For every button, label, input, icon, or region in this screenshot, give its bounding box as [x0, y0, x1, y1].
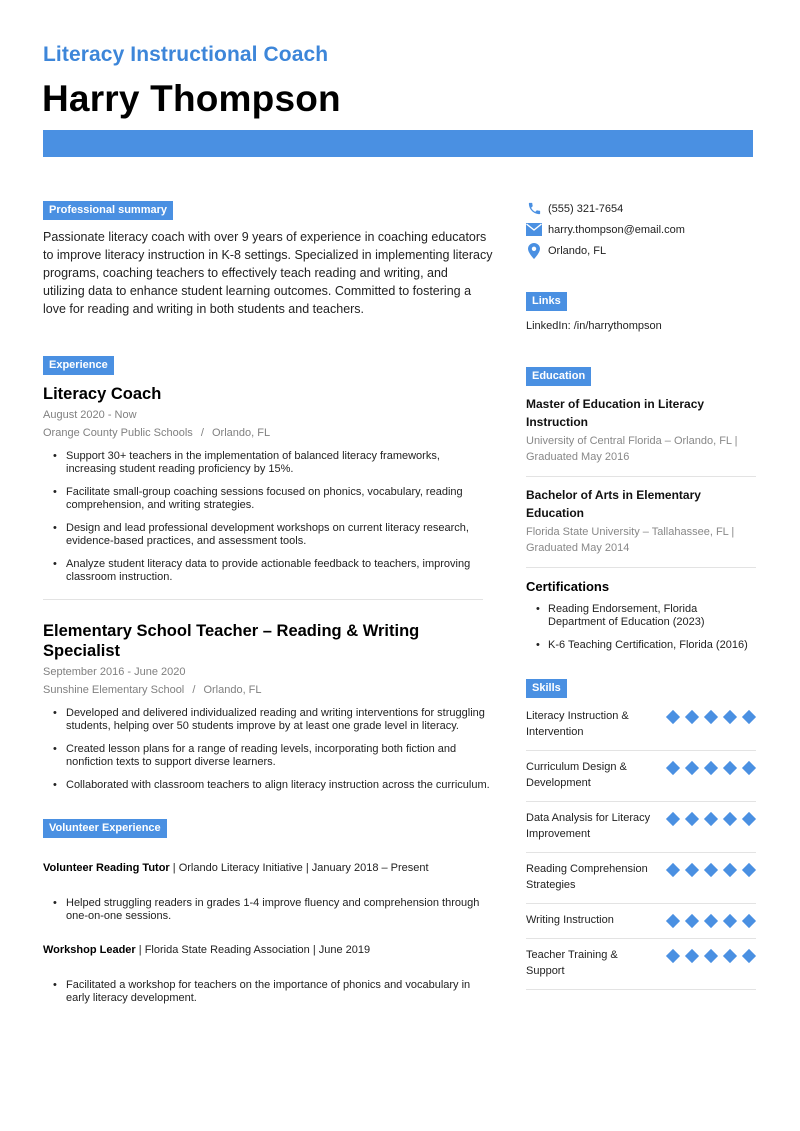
main-column	[43, 200, 493, 1015]
rating-diamond-icon	[704, 863, 718, 877]
skill-name: Teacher Training & Support	[526, 949, 618, 977]
education-entry	[526, 395, 756, 465]
summary-text: Passionate literacy coach with over 9 years of experience in coaching educators to improve literacy instruction in K-8 settings. Specialized in implementing literacy programs, coaching teachers to effectively teach reading and writing, and utilizing data to enhance student learning outcomes. Committed to fostering a love for reading and writing in both students and teachers.	[43, 230, 493, 316]
job-company-location	[43, 424, 493, 442]
rating-diamond-icon	[666, 863, 680, 877]
skill-rating	[666, 864, 756, 876]
email-text: harry.thompson@email.com	[548, 223, 685, 236]
envelope-icon	[526, 222, 542, 238]
linkedin-link[interactable]: LinkedIn: /in/harrythompson	[526, 320, 662, 332]
volunteer-details: | Orlando Literacy Initiative | January 2018 – Present	[169, 862, 429, 874]
skill-row	[526, 802, 756, 853]
rating-diamond-icon	[685, 812, 699, 826]
education-degree: Bachelor of Arts in Elementary Education	[526, 488, 701, 520]
skill-row	[526, 939, 756, 990]
job-company: Orange County Public Schools	[43, 427, 193, 439]
volunteer-section	[43, 818, 493, 1005]
section-heading-summary: Professional summary	[43, 201, 173, 220]
contact-email[interactable]	[526, 219, 756, 240]
education-section	[526, 366, 756, 568]
bullet-item: • Analyze student literacy data to provide actionable feedback to teachers, improving classroom instruction.	[43, 558, 493, 584]
education-meta: Florida State University – Tallahassee, FL | Graduated May 2014	[526, 526, 735, 554]
education-degree: Master of Education in Literacy Instruction	[526, 397, 705, 429]
job-dates: August 2020 - Now	[43, 409, 137, 421]
skills-section	[526, 678, 756, 990]
certification-item: • Reading Endorsement, Florida Department of Education (2023)	[526, 603, 756, 629]
bullet-item: • Developed and delivered individualized reading and writing interventions for struggling students, helping over 50 students improve by at least one grade level in literacy.	[43, 707, 493, 733]
phone-icon	[526, 201, 542, 217]
education-entry	[526, 486, 756, 556]
job-company: Sunshine Elementary School	[43, 684, 185, 696]
rating-diamond-icon	[742, 949, 756, 963]
rating-diamond-icon	[704, 812, 718, 826]
rating-diamond-icon	[742, 710, 756, 724]
summary-section	[43, 200, 493, 318]
job-title: Literacy Coach	[43, 385, 162, 403]
contact-section	[526, 198, 756, 261]
role-title: Literacy Instructional Coach	[43, 43, 329, 66]
skill-rating	[666, 915, 756, 927]
location-text: Orlando, FL	[548, 244, 607, 257]
education-meta: University of Central Florida – Orlando, FL | Graduated May 2016	[526, 435, 738, 463]
job-bullets	[43, 707, 493, 792]
volunteer-role: Volunteer Reading Tutor	[43, 862, 170, 874]
skill-rating	[666, 813, 756, 825]
rating-diamond-icon	[685, 914, 699, 928]
rating-diamond-icon	[685, 761, 699, 775]
rating-diamond-icon	[685, 863, 699, 877]
rating-diamond-icon	[685, 710, 699, 724]
job-entry	[43, 384, 493, 584]
rating-diamond-icon	[742, 812, 756, 826]
skill-rating	[666, 711, 756, 723]
section-heading-experience: Experience	[43, 356, 114, 375]
job-entry	[43, 621, 493, 792]
volunteer-bullets	[43, 897, 493, 923]
section-heading-skills: Skills	[526, 679, 567, 698]
rating-diamond-icon	[723, 914, 737, 928]
bullet-item: • Facilitated a workshop for teachers on the importance of phonics and vocabulary in early literacy development.	[43, 979, 493, 1005]
rating-diamond-icon	[666, 761, 680, 775]
divider	[43, 599, 483, 600]
skill-name: Writing Instruction	[526, 914, 614, 926]
skill-row	[526, 853, 756, 904]
certifications-list	[526, 603, 756, 652]
bullet-item: • Facilitate small-group coaching sessions focused on phonics, vocabulary, reading comprehension, and writing strategies.	[43, 486, 493, 512]
volunteer-entry-header	[43, 861, 493, 875]
phone-text: (555) 321-7654	[548, 202, 624, 215]
skill-row	[526, 751, 756, 802]
separator: /	[192, 684, 196, 696]
job-company-location	[43, 681, 493, 699]
divider	[526, 476, 756, 477]
rating-diamond-icon	[666, 710, 680, 724]
volunteer-role: Workshop Leader	[43, 944, 136, 956]
skill-name: Curriculum Design & Development	[526, 761, 627, 789]
rating-diamond-icon	[723, 812, 737, 826]
separator: /	[200, 427, 204, 439]
bullet-item: • Support 30+ teachers in the implementation of balanced literacy frameworks, increasing student reading proficiency by 15%.	[43, 450, 493, 476]
certification-item: • K-6 Teaching Certification, Florida (2016)	[526, 639, 756, 652]
contact-location	[526, 240, 756, 261]
rating-diamond-icon	[723, 863, 737, 877]
skill-name: Reading Comprehension Strategies	[526, 863, 648, 891]
skills-list	[526, 700, 756, 990]
rating-diamond-icon	[704, 949, 718, 963]
header-accent-bar	[43, 130, 753, 157]
rating-diamond-icon	[685, 949, 699, 963]
sidebar-column	[526, 200, 756, 990]
rating-diamond-icon	[742, 761, 756, 775]
job-title: Elementary School Teacher – Reading & Writing Specialist	[43, 622, 420, 660]
job-bullets	[43, 450, 493, 584]
skill-row	[526, 904, 756, 939]
rating-diamond-icon	[742, 914, 756, 928]
contact-phone[interactable]	[526, 198, 756, 219]
candidate-name: Harry Thompson	[42, 78, 341, 119]
rating-diamond-icon	[723, 949, 737, 963]
section-heading-certifications: Certifications	[526, 579, 610, 594]
section-heading-links: Links	[526, 292, 567, 311]
rating-diamond-icon	[666, 812, 680, 826]
volunteer-bullets	[43, 979, 493, 1005]
section-heading-education: Education	[526, 367, 591, 386]
rating-diamond-icon	[704, 710, 718, 724]
rating-diamond-icon	[723, 710, 737, 724]
skill-rating	[666, 762, 756, 774]
certifications-section	[526, 579, 756, 652]
rating-diamond-icon	[704, 914, 718, 928]
section-heading-volunteer: Volunteer Experience	[43, 819, 167, 838]
bullet-item: • Collaborated with classroom teachers to align literacy instruction across the curriculum.	[43, 779, 493, 792]
rating-diamond-icon	[666, 914, 680, 928]
volunteer-entry-header	[43, 943, 493, 957]
links-section	[526, 291, 756, 332]
skill-row	[526, 700, 756, 751]
bullet-item: • Created lesson plans for a range of reading levels, incorporating both fiction and nonfiction texts to support diverse learners.	[43, 743, 493, 769]
rating-diamond-icon	[704, 761, 718, 775]
rating-diamond-icon	[666, 949, 680, 963]
job-location: Orlando, FL	[203, 684, 262, 696]
map-pin-icon	[526, 243, 542, 259]
skill-name: Data Analysis for Literacy Improvement	[526, 812, 651, 840]
experience-section	[43, 355, 493, 792]
bullet-item: • Helped struggling readers in grades 1-4 improve fluency and comprehension through one-on-one sessions.	[43, 897, 493, 923]
bullet-item: • Design and lead professional development workshops on current literacy research, evidence-based practices, and assessment tools.	[43, 522, 493, 548]
rating-diamond-icon	[723, 761, 737, 775]
skill-name: Literacy Instruction & Intervention	[526, 710, 629, 738]
skill-rating	[666, 950, 756, 962]
rating-diamond-icon	[742, 863, 756, 877]
job-location: Orlando, FL	[212, 427, 271, 439]
divider	[526, 567, 756, 568]
job-dates: September 2016 - June 2020	[43, 666, 186, 678]
volunteer-details: | Florida State Reading Association | June 2019	[135, 944, 371, 956]
